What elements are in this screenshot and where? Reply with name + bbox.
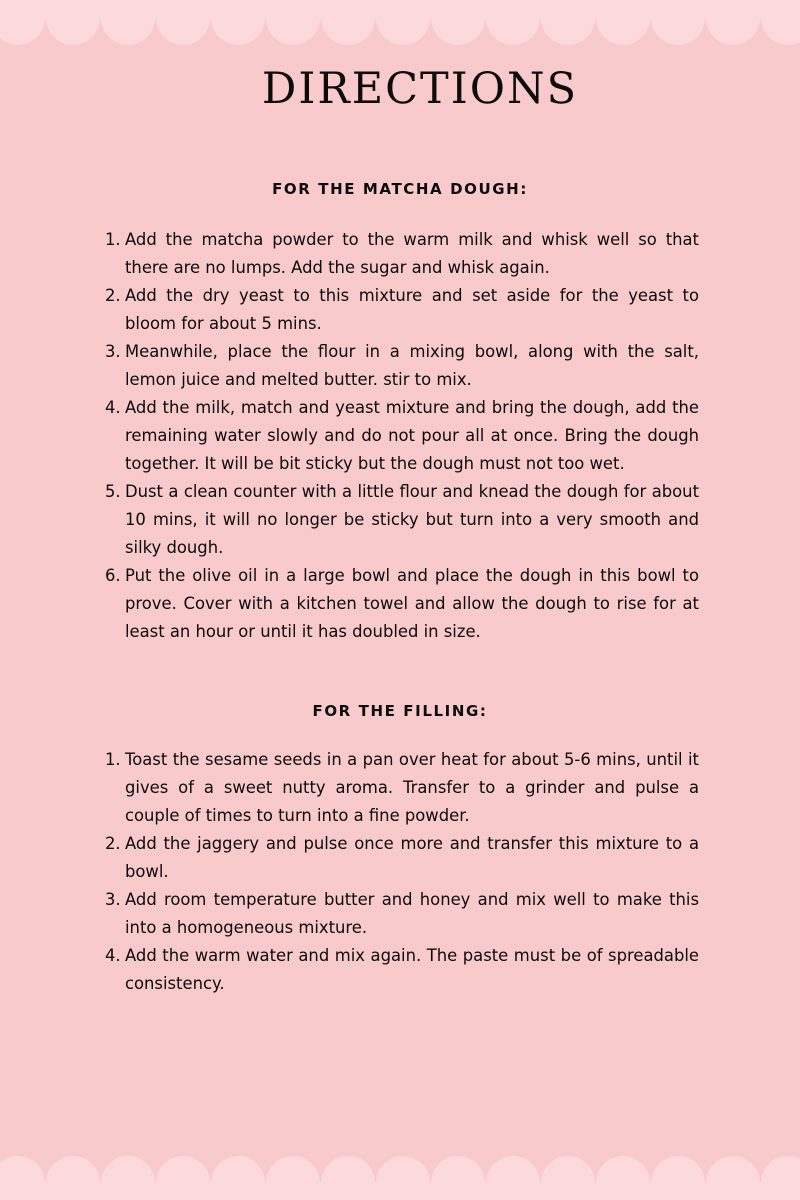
step-number: 1.: [105, 750, 121, 769]
scallop-shape: [596, 0, 650, 45]
step-text: Meanwhile, place the flour in a mixing bowl, along with the salt, lemon juice and melted butter. stir to mix.: [125, 342, 699, 389]
scallop-shape: [541, 1156, 595, 1200]
step-number: 5.: [105, 482, 121, 501]
scallop-shape: [761, 0, 800, 45]
list-item: [105, 394, 699, 478]
scallop-shape: [431, 0, 485, 45]
step-text: Add room temperature butter and honey and mix well to make this into a homogeneous mixture.: [125, 890, 699, 937]
step-number: 4.: [105, 946, 121, 965]
section-heading-filling: FOR THE FILLING:: [312, 702, 488, 720]
scallop-shape: [376, 0, 430, 45]
bottom-scallop-border: [0, 1150, 800, 1200]
list-item: [105, 942, 699, 998]
step-number: 6.: [105, 566, 121, 585]
scallop-shape: [0, 1156, 45, 1200]
step-number: 3.: [105, 890, 121, 909]
step-text: Add the jaggery and pulse once more and transfer this mixture to a bowl.: [125, 834, 699, 881]
filling-steps: [105, 746, 699, 998]
scallop-shape: [211, 1156, 265, 1200]
list-item: [105, 886, 699, 942]
scallop-shape: [0, 0, 45, 45]
list-item: [105, 282, 699, 338]
scallop-shape: [266, 0, 320, 45]
scallop-shape: [46, 1156, 100, 1200]
top-scallop-border: [0, 0, 800, 50]
scallop-shape: [101, 1156, 155, 1200]
step-text: Dust a clean counter with a little flour and knead the dough for about 10 mins, it will no longer be sticky but turn into a very smooth and silky dough.: [125, 482, 699, 557]
list-item: [105, 478, 699, 562]
step-number: 2.: [105, 834, 121, 853]
scallop-shape: [761, 1156, 800, 1200]
scallop-shape: [486, 1156, 540, 1200]
list-item: [105, 226, 699, 282]
scallop-shape: [156, 1156, 210, 1200]
scallop-shape: [321, 0, 375, 45]
step-number: 1.: [105, 230, 121, 249]
scallop-shape: [706, 1156, 760, 1200]
scallop-shape: [706, 0, 760, 45]
list-item: [105, 746, 699, 830]
scallop-shape: [211, 0, 265, 45]
scallop-shape: [321, 1156, 375, 1200]
scallop-shape: [431, 1156, 485, 1200]
scallop-shape: [266, 1156, 320, 1200]
step-number: 3.: [105, 342, 121, 361]
step-number: 4.: [105, 398, 121, 417]
section-heading-matcha-dough: FOR THE MATCHA DOUGH:: [272, 180, 528, 198]
scallop-shape: [651, 1156, 705, 1200]
step-text: Put the olive oil in a large bowl and place the dough in this bowl to prove. Cover with a kitchen towel and allow the dough to rise for at least an hour or until it has doubled in size.: [125, 566, 699, 641]
matcha-dough-steps: [105, 226, 699, 646]
step-text: Toast the sesame seeds in a pan over heat for about 5-6 mins, until it gives of a sweet nutty aroma. Transfer to a grinder and pulse a couple of times to turn into a fine powder.: [125, 750, 699, 825]
scallop-shape: [46, 0, 100, 45]
step-text: Add the dry yeast to this mixture and set aside for the yeast to bloom for about 5 mins.: [125, 286, 699, 333]
step-text: Add the matcha powder to the warm milk and whisk well so that there are no lumps. Add the sugar and whisk again.: [125, 230, 699, 277]
scallop-shape: [486, 0, 540, 45]
list-item: [105, 562, 699, 646]
step-number: 2.: [105, 286, 121, 305]
list-item: [105, 338, 699, 394]
page-title: DIRECTIONS: [261, 64, 579, 114]
step-text: Add the warm water and mix again. The paste must be of spreadable consistency.: [125, 946, 699, 993]
list-item: [105, 830, 699, 886]
scallop-shape: [651, 0, 705, 45]
scallop-shape: [156, 0, 210, 45]
scallop-shape: [101, 0, 155, 45]
scallop-shape: [541, 0, 595, 45]
scallop-shape: [596, 1156, 650, 1200]
step-text: Add the milk, match and yeast mixture and bring the dough, add the remaining water slowly and do not pour all at once. Bring the dough together. It will be bit sticky but the dough must not too wet.: [125, 398, 699, 473]
scallop-shape: [376, 1156, 430, 1200]
